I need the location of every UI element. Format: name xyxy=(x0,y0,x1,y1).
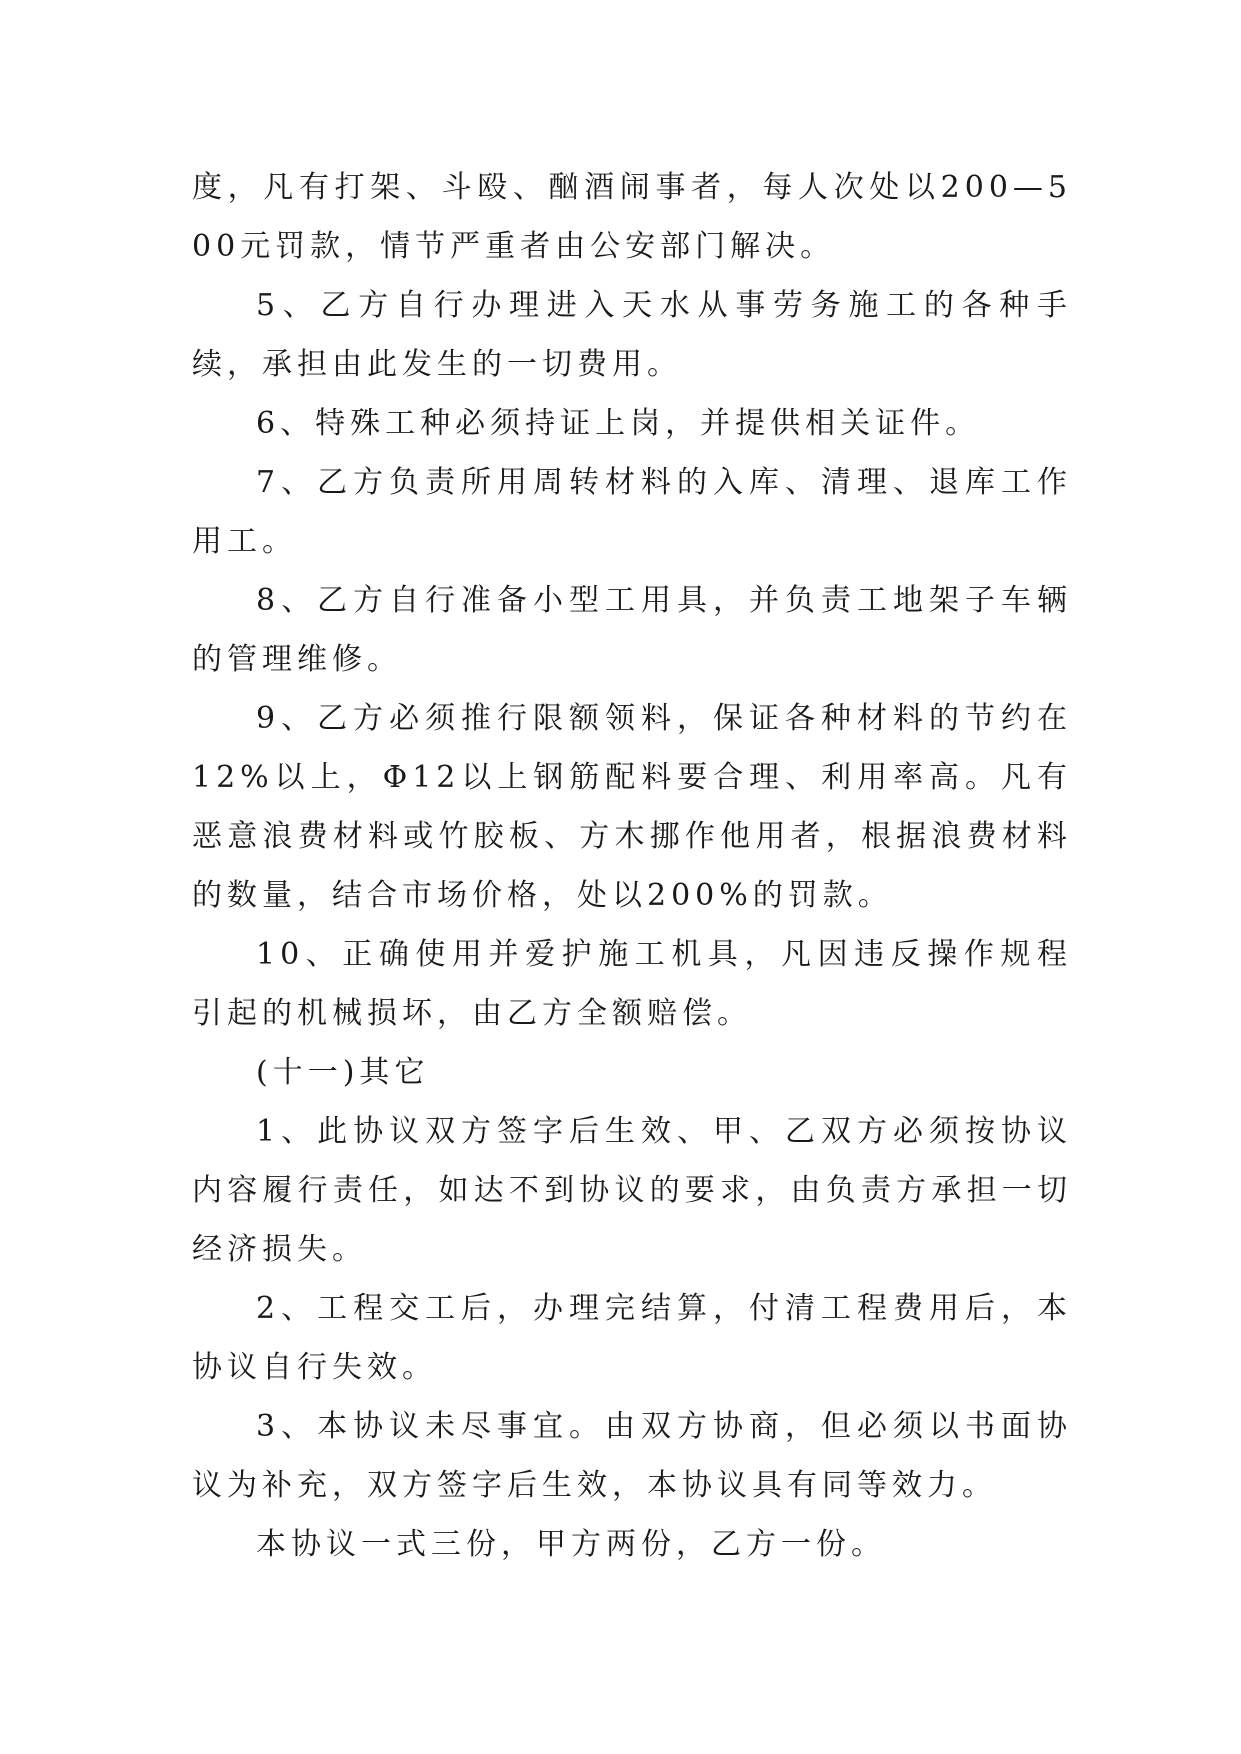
clause-7: 7、乙方负责所用周转材料的入库、清理、退库工作用工。 xyxy=(192,465,1072,559)
other-clause-1: 1、此协议双方签字后生效、甲、乙双方必须按协议内容履行责任，如达不到协议的要求，由负责方承担一切经济损失。 xyxy=(192,1114,1072,1267)
other-clause-3: 3、本协议未尽事宜。由双方协商，但必须以书面协议为补充，双方签字后生效，本协议具有同等效力。 xyxy=(192,1409,1072,1503)
clause-8: 8、乙方自行准备小型工用具，并负责工地架子车辆的管理维修。 xyxy=(192,583,1072,677)
paragraph-continued: 度，凡有打架、斗殴、酗酒闹事者，每人次处以200—500元罚款，情节严重者由公安部门解决。 xyxy=(192,170,1072,264)
clause-6: 6、特殊工种必须持证上岗，并提供相关证件。 xyxy=(256,406,981,441)
section-heading-other: (十一)其它 xyxy=(256,1055,430,1090)
copies-statement: 本协议一式三份，甲方两份，乙方一份。 xyxy=(256,1527,886,1562)
other-clause-2: 2、工程交工后，办理完结算，付清工程费用后，本协议自行失效。 xyxy=(192,1291,1072,1385)
document-body xyxy=(192,158,1072,1574)
clause-5: 5、乙方自行办理进入天水从事劳务施工的各种手续，承担由此发生的一切费用。 xyxy=(192,288,1072,382)
clause-10: 10、正确使用并爱护施工机具，凡因违反操作规程引起的机械损坏，由乙方全额赔偿。 xyxy=(192,937,1072,1031)
clause-9: 9、乙方必须推行限额领料，保证各种材料的节约在12%以上，Φ12以上钢筋配料要合理、利用率高。凡有恶意浪费材料或竹胶板、方木挪作他用者，根据浪费材料的数量，结合市场价格，处以200%的罚款。 xyxy=(192,701,1072,913)
